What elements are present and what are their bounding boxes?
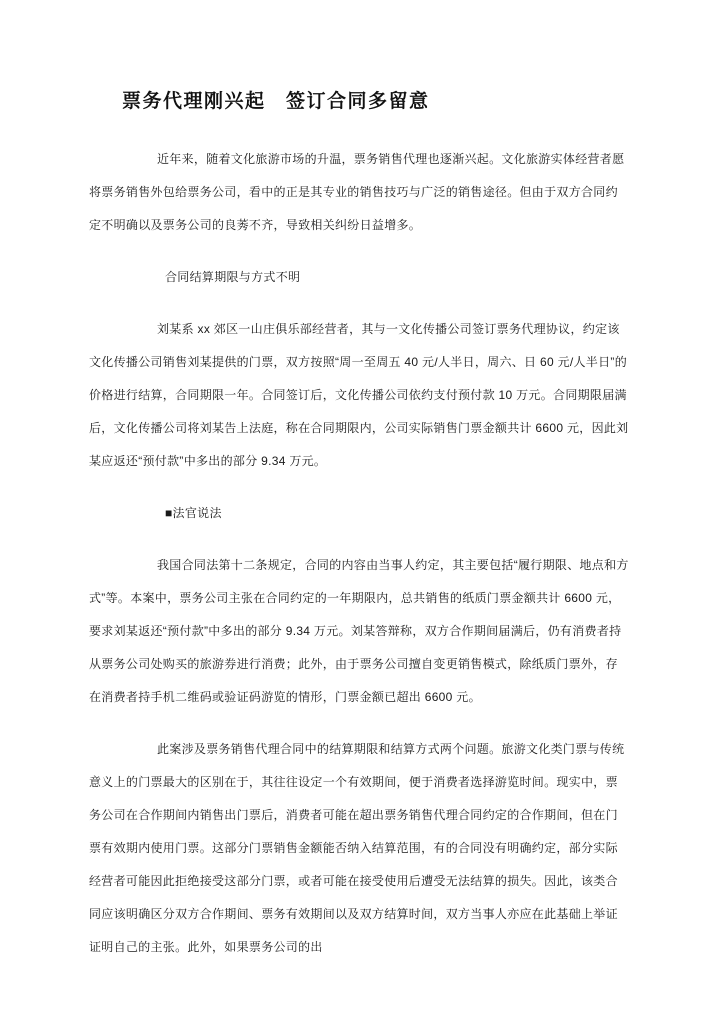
document-content — [89, 0, 630, 964]
section-heading-settlement-terms: 合同结算期限与方式不明 — [165, 270, 301, 284]
paragraph-case-description: 刘某系 xx 郊区一山庄俱乐部经营者，其与一文化传播公司签订票务代理协议，约定该文化传播公司销售刘某提供的门票，双方按照“周一至周五 40 元/人半日，周六、日 60 元/人半日”的价格进行结算，合同期限一年。合同签订后，文化传播公司依约支付预付款 10 万元。合同期限届满后，文化传播公司将刘某告上法庭，称在合同期限内，公司实际销售门票金额共计 6600 元，因此刘某应返还“预付款”中多出的部分 9.34 万元。 — [89, 322, 629, 468]
paragraph-legal-analysis: 我国合同法第十二条规定，合同的内容由当事人约定，其主要包括“履行期限、地点和方式”等。本案中，票务公司主张在合同约定的一年期限内，总共销售的纸质门票金额共计 6600 元，要求刘某返还“预付款”中多出的部分 9.34 万元。刘某答辩称，双方合作期间届满后，仍有消费者持从票务公司处购买的旅游券进行消费；此外，由于票务公司擅自变更销售模式，除纸质门票外，存在消费者持手机二维码或验证码游览的情形，门票金额已超出 6600 元。 — [89, 558, 629, 704]
article-title: 票务代理刚兴起 签订合同多留意 — [122, 91, 430, 112]
paragraph-case-issues: 此案涉及票务销售代理合同中的结算期限和结算方式两个问题。旅游文化类门票与传统意义上的门票最大的区别在于，其往往设定一个有效期间，便于消费者选择游览时间。现实中，票务公司在合作期间内销售出门票后，消费者可能在超出票务销售代理合同约定的合作期间，但在门票有效期内使用门票。这部分门票销售金额能否纳入结算范围，有的合同没有明确约定，部分实际经营者可能因此拒绝接受这部分门票，或者可能在接受使用后遭受无法结算的损失。因此，该类合同应该明确区分双方合作期间、票务有效期间以及双方结算时间，双方当事人亦应在此基础上举证证明自己的主张。此外，如果票务公司的出 — [89, 742, 625, 954]
paragraph-intro: 近年来，随着文化旅游市场的升温，票务销售代理也逐渐兴起。文化旅游实体经营者愿将票务销售外包给票务公司，看中的正是其专业的销售技巧与广泛的销售途径。但由于双方合同约定不明确以及票务公司的良莠不齐，导致相关纠纷日益增多。 — [89, 152, 625, 232]
section-heading-judge-commentary: ■法官说法 — [165, 506, 222, 520]
